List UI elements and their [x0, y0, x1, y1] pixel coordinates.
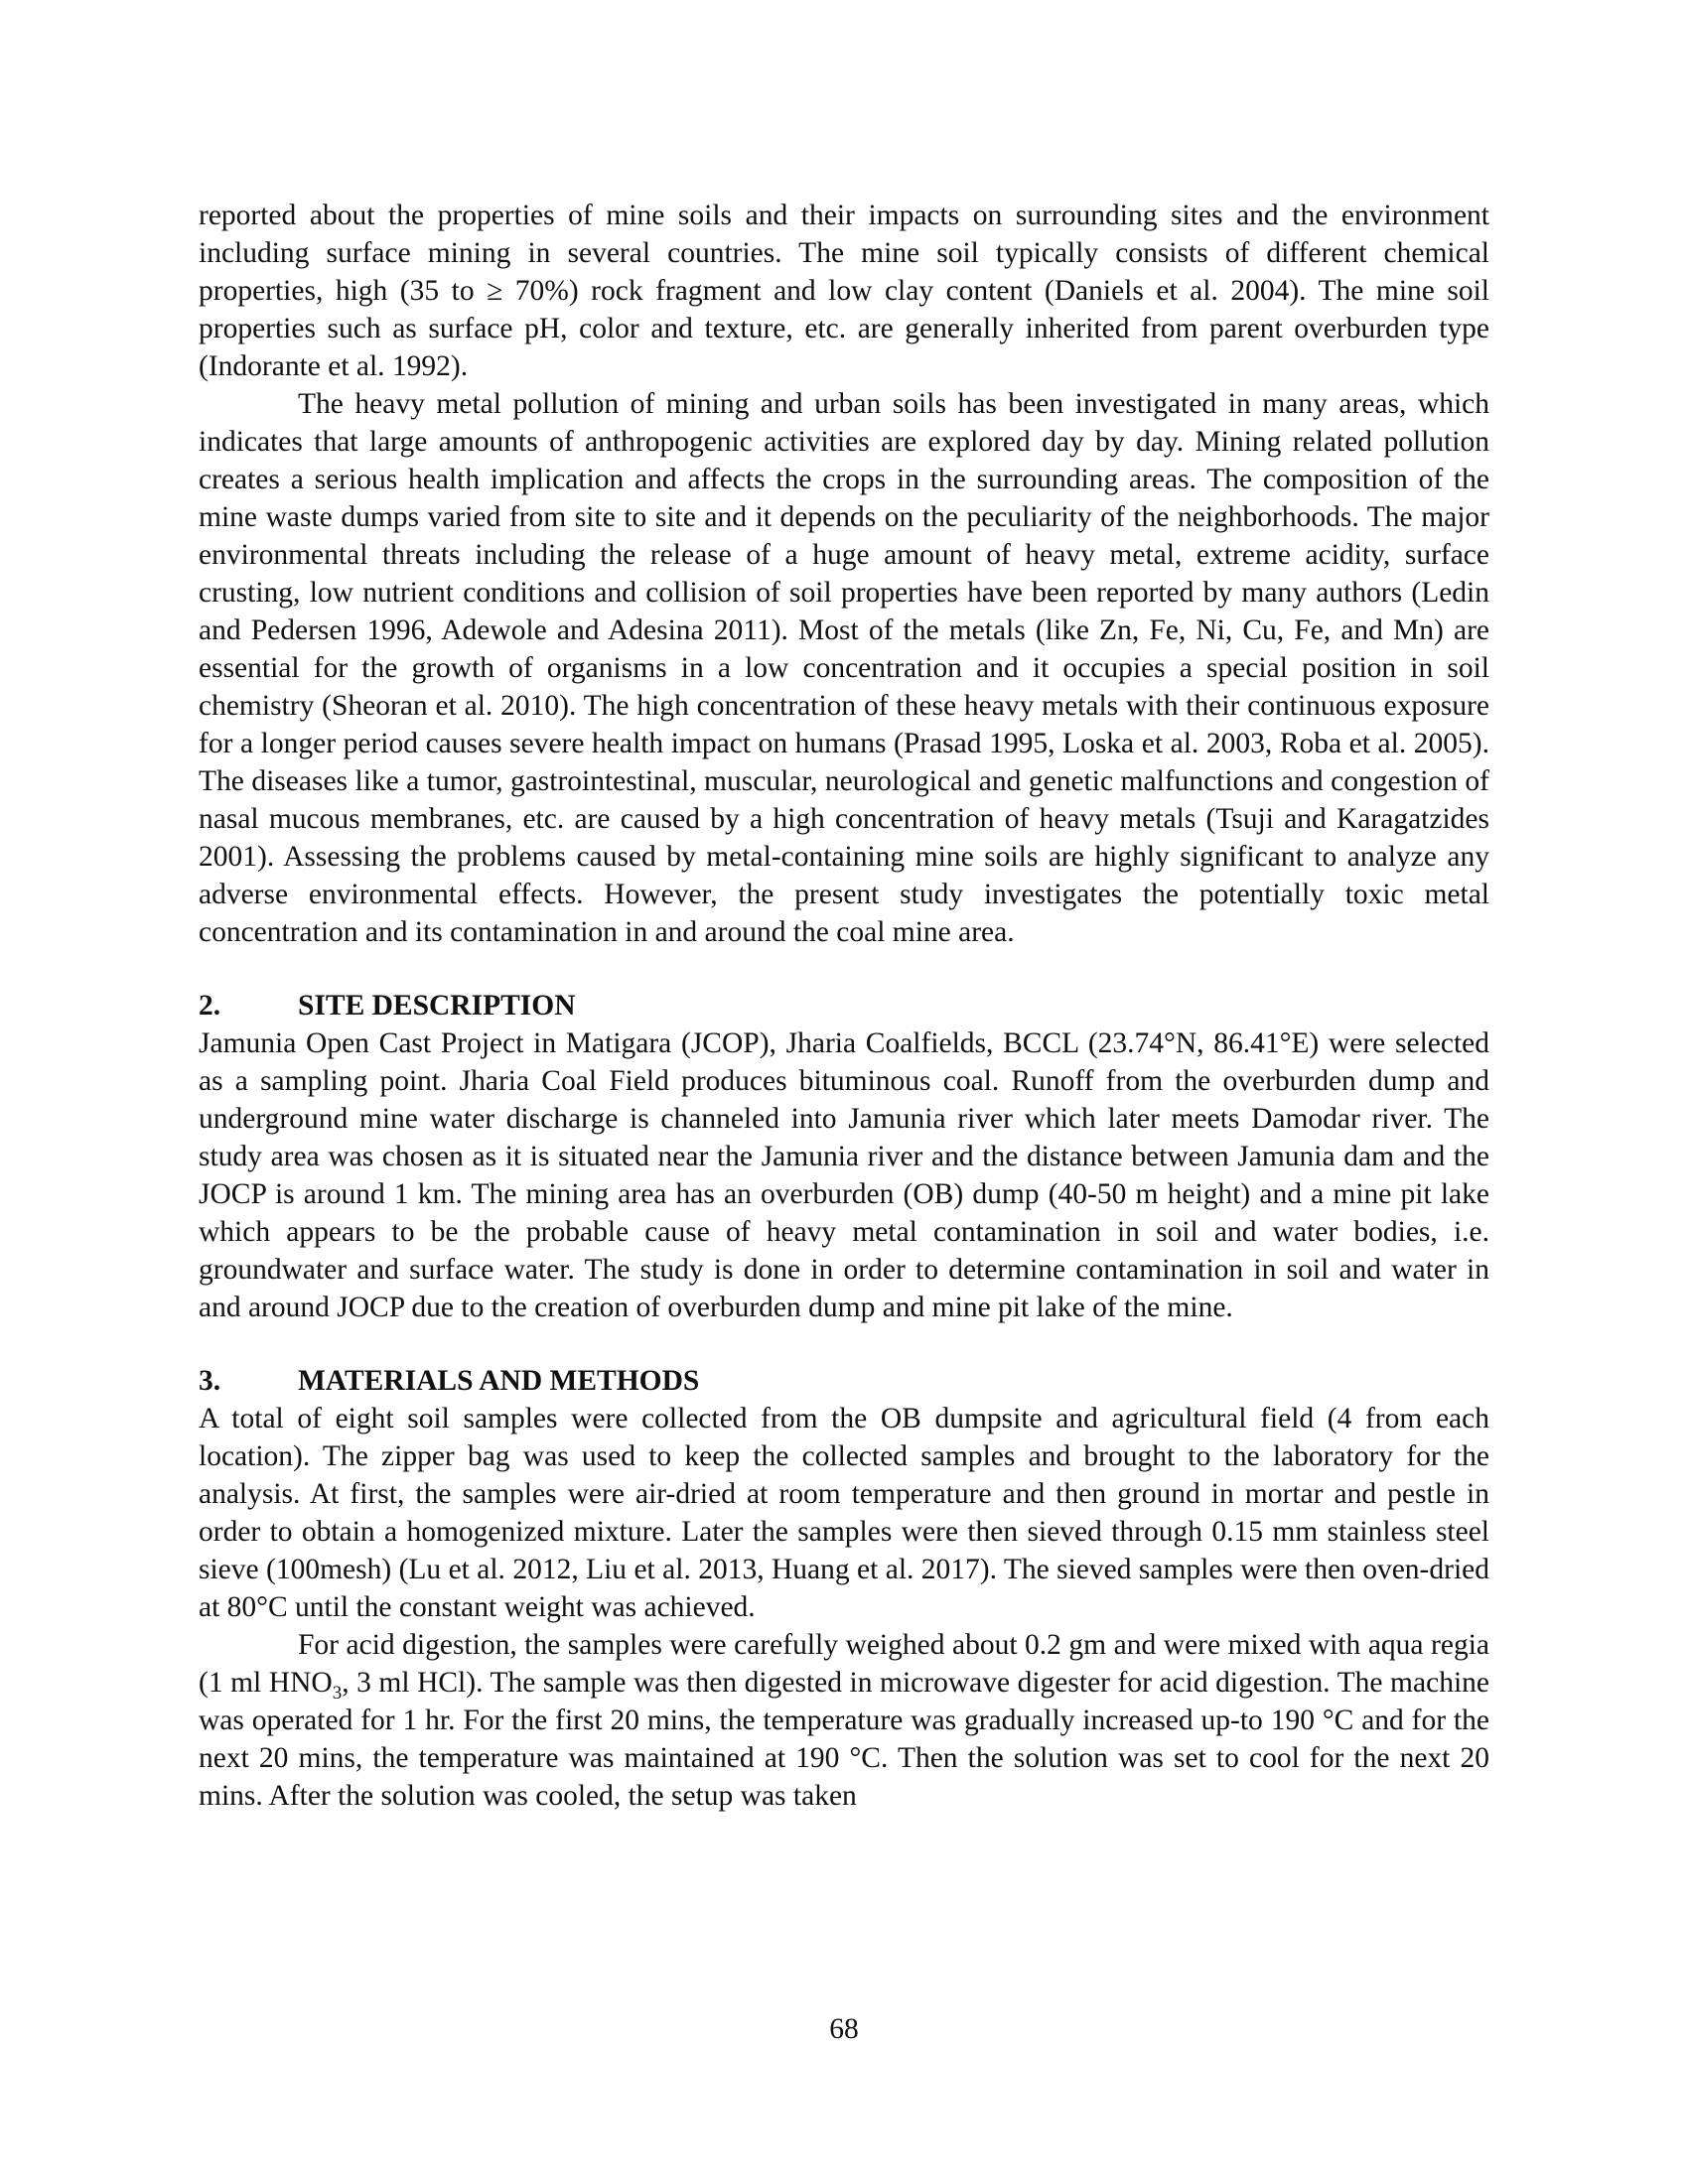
subscript: 3: [332, 1682, 343, 1704]
site-description-paragraph: Jamunia Open Cast Project in Matigara (JCOP), Jharia Coalfields, BCCL (23.74°N, 86.41°E) were selected as a sampling point. Jharia Coal Field produces bituminous coal. Runoff from the overburden dump and underground mine water discharge is channeled into Jamunia river which later meets Damodar river. The study area was chosen as it is situated near the Jamunia river and the distance between Jamunia dam and the JOCP is around 1 km. The mining area has an overburden (OB) dump (40-50 m height) and a mine pit lake which appears to be the probable cause of heavy metal contamination in soil and water bodies, i.e. groundwater and surface water. The study is done in order to determine contamination in soil and water in and around JOCP due to the creation of overburden dump and mine pit lake of the mine.: [199, 1027, 1489, 1323]
intro-paragraph-2: The heavy metal pollution of mining and urban soils has been investigated in many areas, which indicates that large amounts of anthropogenic activities are explored day by day. Mining related pollution creates a serious health implication and affects the crops in the surrounding areas. The composition of the mine waste dumps varied from site to site and it depends on the peculiarity of the neighborhoods. The major environmental threats including the release of a huge amount of heavy metal, extreme acidity, surface crusting, low nutrient conditions and collision of soil properties have been reported by many authors (Ledin and Pedersen 1996, Adewole and Adesina 2011). Most of the metals (like Zn, Fe, Ni, Cu, Fe, and Mn) are essential for the growth of organisms in a low concentration and it occupies a special position in soil chemistry (Sheoran et al. 2010). The high concentration of these heavy metals with their continuous exposure for a longer period causes severe health impact on humans (Prasad 1995, Loska et al. 2003, Roba et al. 2005). The diseases like a tumor, gastrointestinal, muscular, neurological and genetic malfunctions and congestion of nasal mucous membranes, etc. are caused by a high concentration of heavy metals (Tsuji and Karagatzides 2001). Assessing the problems caused by metal-containing mine soils are highly significant to analyze any adverse environmental effects. However, the present study investigates the potentially toxic metal concentration and its contamination in and around the coal mine area.: [199, 388, 1489, 948]
text-segment: For acid digestion, the samples were carefully weighed about 0.2 gm and were mixed with aqua regia (1 ml HNO: [199, 1629, 1489, 1699]
section-title: MATERIALS AND METHODS: [298, 1365, 700, 1397]
section-heading-materials-methods: [199, 1362, 1489, 1400]
intro-paragraph-1: reported about the properties of mine soils and their impacts on surrounding sites and the environment including surface mining in several countries. The mine soil typically consists of different chemical properties, high (35 to ≥ 70%) rock fragment and low clay content (Daniels et al. 2004). The mine soil properties such as surface pH, color and texture, etc. are generally inherited from parent overburden type (Indorante et al. 1992).: [199, 200, 1489, 382]
section-title: SITE DESCRIPTION: [298, 990, 576, 1022]
text-segment: , 3 ml HCl). The sample was then digested in microwave digester for acid digestion. The machine was operated for 1 hr. For the first 20 mins, the temperature was gradually increased up-to 190 °C and for the next 20 mins, the temperature was maintained at 190 °C. Then the solution was set to cool for the next 20 mins. After the solution was cooled, the setup was taken: [199, 1667, 1489, 1812]
page-number: 68: [829, 2013, 859, 2045]
materials-paragraph-1: A total of eight soil samples were collected from the OB dumpsite and agricultural field (4 from each location). The zipper bag was used to keep the collected samples and brought to the laboratory for the analysis. At first, the samples were air-dried at room temperature and then ground in mortar and pestle in order to obtain a homogenized mixture. Later the samples were then sieved through 0.15 mm stainless steel sieve (100mesh) (Lu et al. 2012, Liu et al. 2013, Huang et al. 2017). The sieved samples were then oven-dried at 80°C until the constant weight was achieved.: [199, 1403, 1489, 1623]
section-number: 2.: [199, 990, 221, 1022]
section-heading-site-description: [199, 987, 1489, 1024]
section-number: 3.: [199, 1365, 221, 1397]
materials-paragraph-2: [199, 1626, 1489, 1815]
page-body: [199, 197, 1489, 1815]
